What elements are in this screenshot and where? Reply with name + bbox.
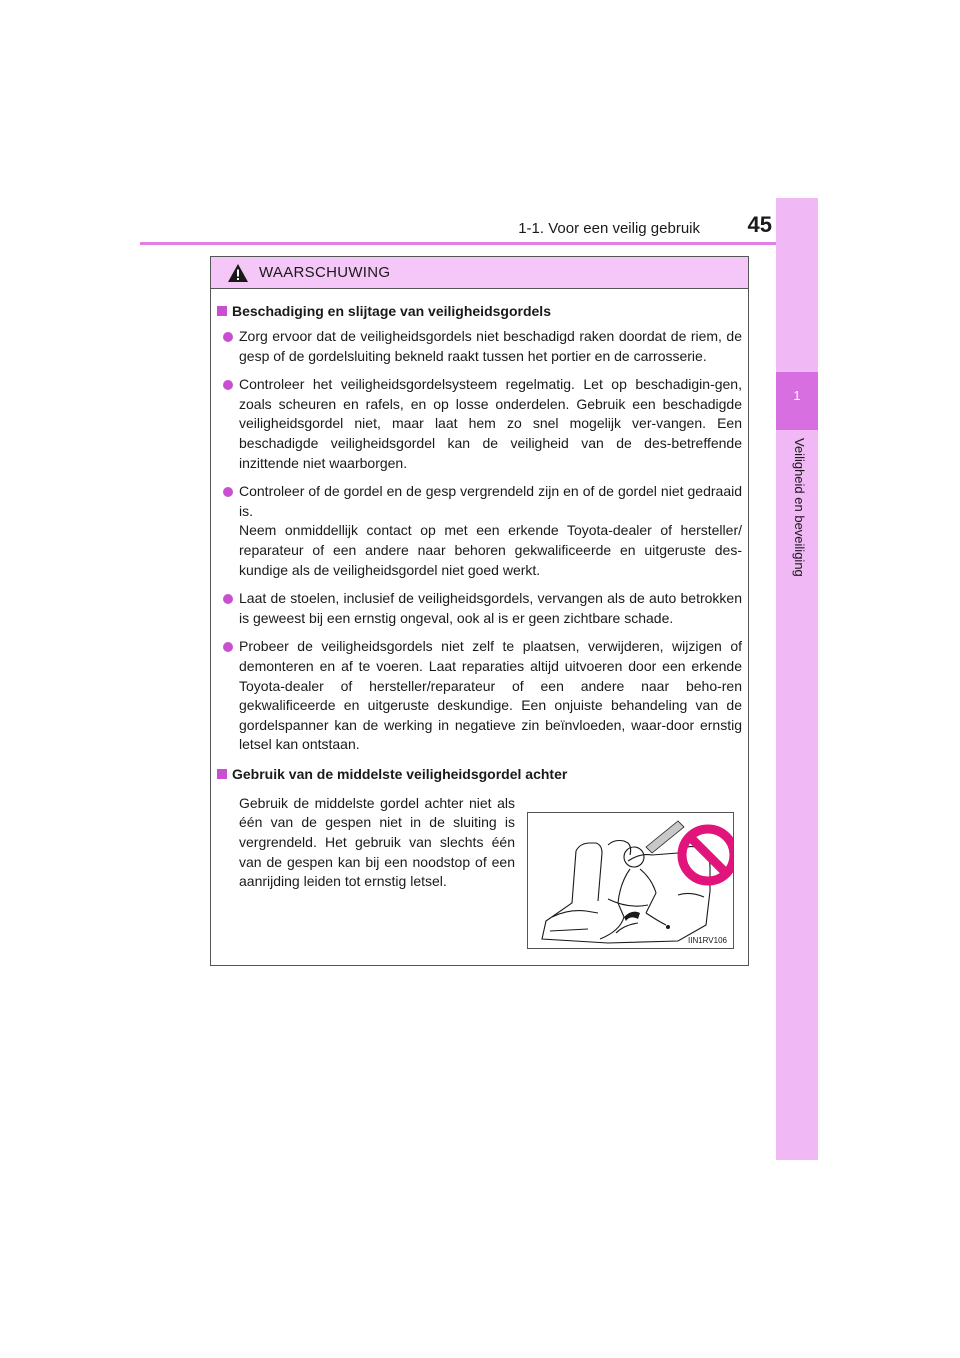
list-item-text: Controleer het veiligheidsgordelsysteem regelmatig. Let op beschadigin-gen, zoals scheuren en rafels, en op losse onderdelen. Gebruik een beschadigde veiligheidsgordel niet, maar laat hem zo snel mogelijk ver-vangen. Een beschadigde veiligheidsgordel kan de veiligheid van de des-betreffende inzittende niet waarborgen. xyxy=(239,376,742,471)
round-bullet-icon xyxy=(223,487,233,497)
round-bullet-icon xyxy=(223,642,233,652)
warning-triangle-icon xyxy=(227,263,249,283)
header-rule xyxy=(140,242,818,245)
round-bullet-icon xyxy=(223,380,233,390)
list-item-text: Probeer de veiligheidsgordels niet zelf te plaatsen, verwijderen, wijzigen of demonteren en af te voeren. Laat reparaties altijd uitvoeren door een erkende Toyota-dealer of hersteller/reparateur of een andere naar beho-ren gekwalificeerde en uitgeruste deskundige. Een onjuiste behandeling van de gordelspanner kan de werking in negatieve zin beïnvloeden, waar-door ernstig letsel kan ontstaan. xyxy=(239,638,742,753)
warning-header xyxy=(211,257,748,289)
list-item-text: Laat de stoelen, inclusief de veiligheidsgordels, vervangen als de auto betrokken is geweest bij een ernstig ongeval, ook al is er geen zichtbare schade. xyxy=(239,590,742,626)
list-item xyxy=(217,637,742,755)
list-item xyxy=(217,375,742,473)
section-heading xyxy=(217,301,742,321)
illustration-code: IIN1RV106 xyxy=(688,936,727,945)
square-bullet-icon xyxy=(217,306,227,316)
warning-box xyxy=(210,256,749,966)
seatbelt-misuse-drawing xyxy=(528,813,733,948)
chapter-label: Veiligheid en beveiliging xyxy=(792,438,807,577)
square-bullet-icon xyxy=(217,769,227,779)
section-heading xyxy=(217,764,742,784)
list-item-text xyxy=(239,482,742,580)
page-number: 45 xyxy=(747,212,772,237)
prohibition-icon xyxy=(682,829,733,881)
round-bullet-icon xyxy=(223,594,233,604)
section-heading-text: Gebruik van de middelste veiligheidsgordel achter xyxy=(232,765,568,782)
warning-body xyxy=(211,289,748,892)
list-item xyxy=(217,589,742,628)
list-item-text: Zorg ervoor dat de veiligheidsgordels niet beschadigd raken doordat de riem, de gesp of de gordelsluiting bekneld raakt tussen het portier en de carrosserie. xyxy=(239,328,742,364)
list-item xyxy=(217,482,742,580)
rear-belt-text: Gebruik de middelste gordel achter niet als één van de gespen niet in de sluiting is vergrendeld. Het gebruik van slechts één van de gespen kan bij een noodstop of een aanrijding leiden tot ernstig letsel. xyxy=(239,794,515,890)
round-bullet-icon xyxy=(223,332,233,342)
chapter-number: 1 xyxy=(793,388,801,403)
warning-title: WAARSCHUWING xyxy=(259,264,391,281)
section-heading-text: Beschadiging en slijtage van veiligheidsgordels xyxy=(232,303,551,319)
list-item-line: Controleer of de gordel en de gesp vergrendeld zijn en of de gordel niet gedraaid is. xyxy=(239,483,742,519)
section-title: 1-1. Voor een veilig gebruik xyxy=(518,220,700,237)
list-item-line: Neem onmiddellijk contact op met een erkende Toyota-dealer of hersteller/ reparateur of een andere naar behoren gekwalificeerde en uitgeruste des-kundige als de veiligheidsgordel niet goed werkt. xyxy=(239,522,742,578)
rear-seatbelt-illustration xyxy=(527,812,734,949)
chapter-side-tab xyxy=(776,198,818,1160)
list-item xyxy=(217,327,742,366)
